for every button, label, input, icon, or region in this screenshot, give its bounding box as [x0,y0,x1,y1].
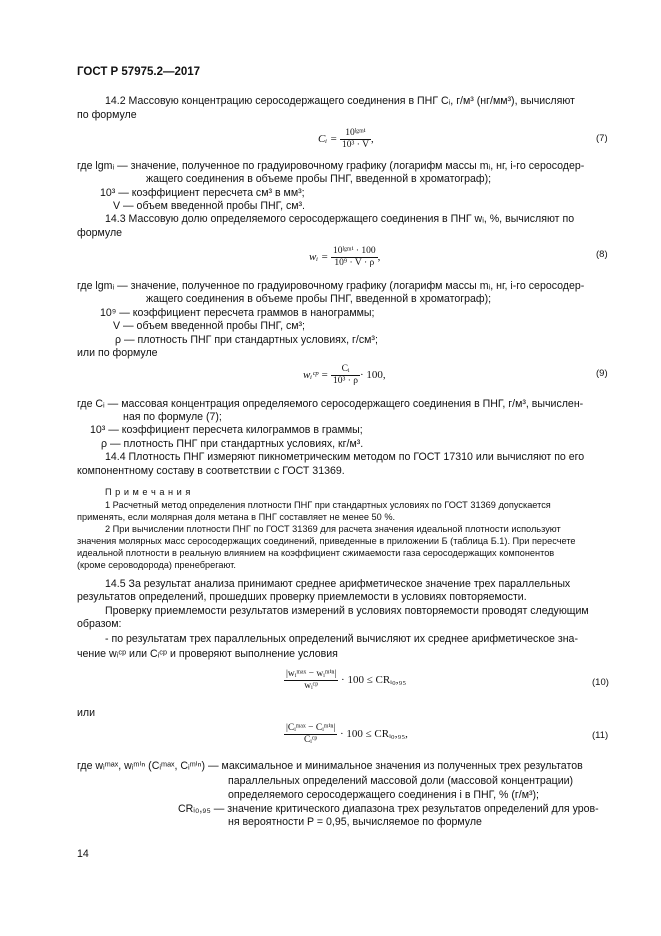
formula-9-numerator: Cᵢ [331,364,360,376]
para-14-3-line1: 14.3 Массовую долю определяемого серосодержащего соединения в ПНГ wᵢ, %, вычисляют по [105,213,575,225]
formula-7 [318,128,374,151]
formula-11 [284,723,408,746]
para-14-3-line2: формуле [77,227,123,239]
where-11-line4: CRᵢ₀,₉₅ — значение критического диапазона трех результатов определений для уров- [178,803,599,815]
formula-7-tail: , [370,133,374,146]
formula-8-numerator: 10ˡᵍᵐⁱ · 100 [333,246,376,256]
formula-11-numerator: |Cᵢᵐᵃˣ − Cᵢᵐⁱⁿ| [286,723,336,733]
where-11-line3: определяемого серосодержащего соединения i в ПНГ, % (г/м³); [228,789,539,801]
formula-8-tail: , [377,251,381,264]
where-9-line3: 10³ — коэффициент пересчета килограммов в граммы; [90,424,363,436]
formula-9-denominator: 10³ · ρ [333,376,359,386]
para-14-5-line5: - по результатам трех параллельных определений вычисляют их среднее арифметическое зна- [105,633,578,645]
where-11-line2: параллельных определений массовой доли (массовой концентрации) [228,775,574,787]
formula-10-numerator: |wᵢᵐᵃˣ − wᵢᵐⁱⁿ| [286,669,337,679]
where-7-line1: где lgmᵢ — значение, полученное по градуировочному графику (логарифм массы mᵢ, нг, i-го серосодер- [77,160,585,172]
para-14-5-line4: образом: [77,618,122,630]
formula-10-denominator: wᵢᶜᵖ [304,681,319,691]
where-8-line5: ρ — плотность ПНГ при стандартных условиях, г/см³; [115,334,378,346]
note-2-line2: значения молярных масс серосодержащих соединений, приведенные в приложении Б (таблица Б.1). При пересчете [77,536,576,546]
formula-10 [284,669,406,692]
equation-number-11: (11) [592,730,609,741]
or-text: или [77,707,96,719]
note-2-line3: идеальной плотности в реальную влиянием на коэффициент сжимаемости газа серосодержащих компонентов [77,548,555,558]
where-8-line6: или по формуле [77,347,158,359]
formula-7-lhs: Cᵢ = [318,133,338,146]
notes-title: П р и м е ч а н и я [105,487,191,497]
where-7-line2: жащего соединения в объеме пробы ПНГ, введенной в хроматограф); [146,173,492,185]
formula-9-fraction [331,364,360,387]
page-number: 14 [77,848,89,860]
where-8-line3: 10⁹ — коэффициент пересчета граммов в нанограммы; [100,307,375,319]
formula-10-fraction [284,669,338,692]
formula-8-lhs: wᵢ = [309,251,329,264]
para-14-5-line3: Проверку приемлемости результатов измерений в условиях повторяемости проводят следующим [105,605,589,617]
where-8-line1: где lgmᵢ — значение, полученное по градуировочному графику (логарифм массы mᵢ, нг, i-го серосодер- [77,280,585,292]
para-14-5-line2: результатов определений, прошедших проверку приемлемости в условиях повторяемости. [77,591,527,603]
where-8-line2: жащего соединения в объеме пробы ПНГ, введенной в хроматограф); [146,293,492,305]
equation-number-10: (10) [592,677,609,688]
note-2-line1: 2 При вычислении плотности ПНГ по ГОСТ 31369 для расчета значения идеальной плотности используют [105,524,561,534]
formula-8-fraction [331,246,378,269]
note-1-line1: 1 Расчетный метод определения плотности ПНГ при стандартных условиях по ГОСТ 31369 допускается [105,500,551,510]
formula-9 [303,364,386,387]
formula-11-tail: · 100 ≤ CRᵢ₀,₉₅, [339,728,408,741]
para-14-2-line2: по формуле [77,109,137,121]
formula-8-denominator: 10⁹ · V · ρ [334,258,375,268]
para-14-5-line6: чение wᵢᶜᵖ или Cᵢᶜᵖ и проверяют выполнение условия [77,648,338,660]
where-11-line1: где wᵢᵐᵃˣ, wᵢᵐⁱⁿ (Cᵢᵐᵃˣ, Cᵢᵐⁱⁿ) — максимальное и минимальное значения из полученных трех результатов [77,760,583,772]
formula-7-numerator: 10ˡᵍᵐⁱ [340,128,371,140]
where-9-line2: ная по формуле (7); [123,411,222,423]
where-9-line1: где Cᵢ — массовая концентрация определяемого серосодержащего соединения в ПНГ, г/м³, вычислен- [77,398,584,410]
para-14-4-line2: компонентному составу в соответствии с ГОСТ 31369. [77,465,345,477]
para-14-4-line1: 14.4 Плотность ПНГ измеряют пикнометрическим методом по ГОСТ 17310 или вычисляют по его [105,451,585,463]
equation-number-9: (9) [596,368,608,379]
formula-11-fraction [284,723,337,746]
formula-10-tail: · 100 ≤ CRᵢ₀,₉₅ [341,674,407,687]
equation-number-7: (7) [596,133,608,144]
para-14-5-line1: 14.5 За результат анализа принимают среднее арифметическое значение трех параллельных [105,578,571,590]
formula-8 [309,246,380,269]
where-7-line4: V — объем введенной пробы ПНГ, см³. [113,200,306,212]
where-9-line4: ρ — плотность ПНГ при стандартных условиях, кг/м³. [101,438,364,450]
formula-7-denominator: 10³ · V [342,140,369,150]
equation-number-8: (8) [596,249,608,260]
document-header: ГОСТ Р 57975.2—2017 [77,66,201,78]
formula-9-lhs: wᵢᶜᵖ = [303,369,329,382]
formula-9-tail: · 100, [360,369,386,382]
note-2-line4: (кроме сероводорода) пренебрегают. [77,560,236,570]
where-11-line5: ня вероятности P = 0,95, вычисляемое по формуле [228,816,482,828]
para-14-2-line1: 14.2 Массовую концентрацию серосодержащего соединения в ПНГ Cᵢ, г/м³ (нг/мм³), вычисляют [105,95,575,107]
where-7-line3: 10³ — коэффициент пересчета см³ в мм³; [100,187,305,199]
formula-11-denominator: Cᵢᶜᵖ [303,735,318,745]
formula-7-fraction [340,128,371,151]
note-1-line2: применять, если молярная доля метана в ПНГ составляет не менее 50 %. [77,512,396,522]
where-8-line4: V — объем введенной пробы ПНГ, см³; [113,320,306,332]
